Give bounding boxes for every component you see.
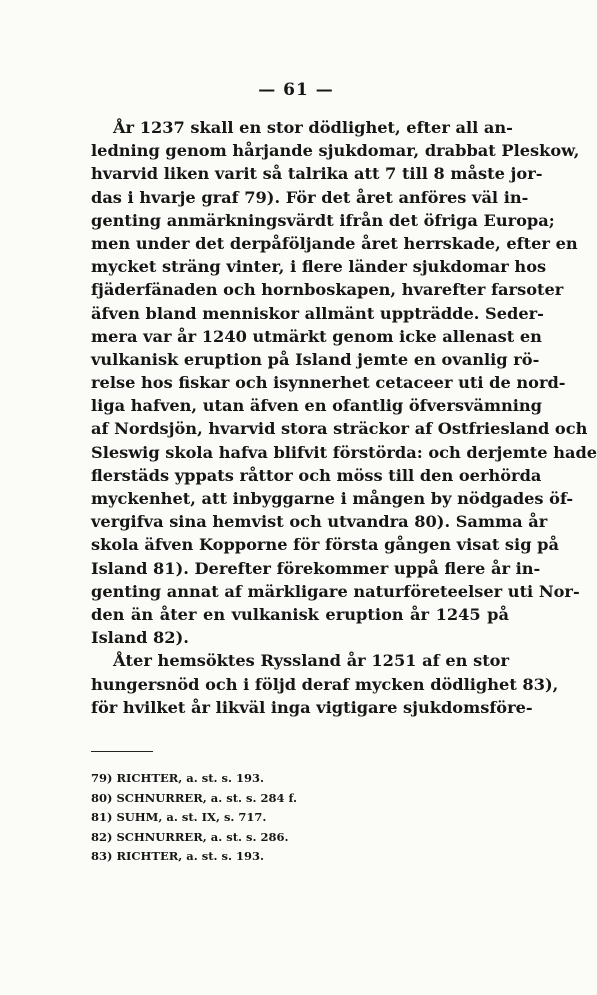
text-line: skola äfven Kopporne för första gången visat sig på: [91, 535, 559, 555]
text-line: vulkanisk eruption på Island jemte en ovanlig rö-: [91, 349, 540, 369]
text-line: Island 82).: [91, 628, 189, 648]
text-line: flerstäds yppats råttor och möss till den oerhörda: [91, 465, 542, 485]
text-line: mera var år 1240 utmärkt genom icke allenast en: [91, 326, 542, 346]
text-line: Island 81). Derefter förekommer uppå flere år in-: [91, 558, 541, 578]
footnote: 80) SCHNURRER, a. st. s. 284 f.: [91, 790, 298, 805]
text-line: ledning genom hårjande sjukdomar, drabbat Pleskow,: [91, 141, 580, 161]
text-line: hungersnöd och i följd deraf mycken dödlighet 83),: [91, 674, 559, 694]
footnote: 82) SCHNURRER, a. st. s. 286.: [91, 829, 289, 844]
text-line: Åter hemsöktes Ryssland år 1251 af en stor: [113, 651, 509, 671]
text-line: relse hos fiskar och isynnerhet cetaceer uti de nord-: [91, 373, 566, 393]
text-line: myckenhet, att inbyggarne i mången by nödgades öf-: [91, 489, 574, 508]
text-line: genting annat af märkligare naturföreteelser uti Nor-: [91, 581, 580, 601]
text-line: den än åter en vulkanisk eruption år 1245 på: [91, 604, 509, 624]
text-line: men under det derpåföljande året herrskade, efter en: [91, 233, 578, 253]
text-line: das i hvarje graf 79). För det året anföres väl in-: [91, 187, 529, 207]
text-line: Sleswig skola hafva blifvit förstörda: och derjemte hade: [91, 442, 597, 462]
text-line: äfven bland menniskor allmänt uppträdde. Seder-: [91, 303, 544, 323]
text-line: vergifva sina hemvist och utvandra 80). Samma år: [91, 512, 548, 532]
text-line: År 1237 skall en stor dödlighet, efter all an-: [113, 118, 513, 137]
text-line: fjäderfänaden och hornboskapen, hvarefter farsoter: [91, 280, 564, 300]
footnote: 79) RICHTER, a. st. s. 193.: [91, 771, 265, 785]
footnote: 83) RICHTER, a. st. s. 193.: [91, 849, 265, 863]
text-line: genting anmärkningsvärdt ifrån det öfriga Europa;: [91, 210, 555, 230]
text-line: för hvilket år likväl inga vigtigare sjukdomsföre-: [91, 697, 533, 717]
page-number: — 61 —: [258, 80, 334, 100]
text-line: af Nordsjön, hvarvid stora sträckor af Ostfriesland och: [91, 419, 588, 439]
body-text: [91, 116, 597, 719]
footnote: 81) SUHM, a. st. IX, s. 717.: [91, 810, 267, 824]
footnotes: [91, 769, 391, 867]
footnote-divider: [91, 751, 153, 752]
text-line: mycket sträng vinter, i flere länder sjukdomar hos: [91, 257, 547, 277]
text-line: hvarvid liken varit så talrika att 7 till 8 måste jor-: [91, 164, 543, 184]
text-line: liga hafven, utan äfven en ofantlig öfversvämning: [91, 396, 542, 416]
